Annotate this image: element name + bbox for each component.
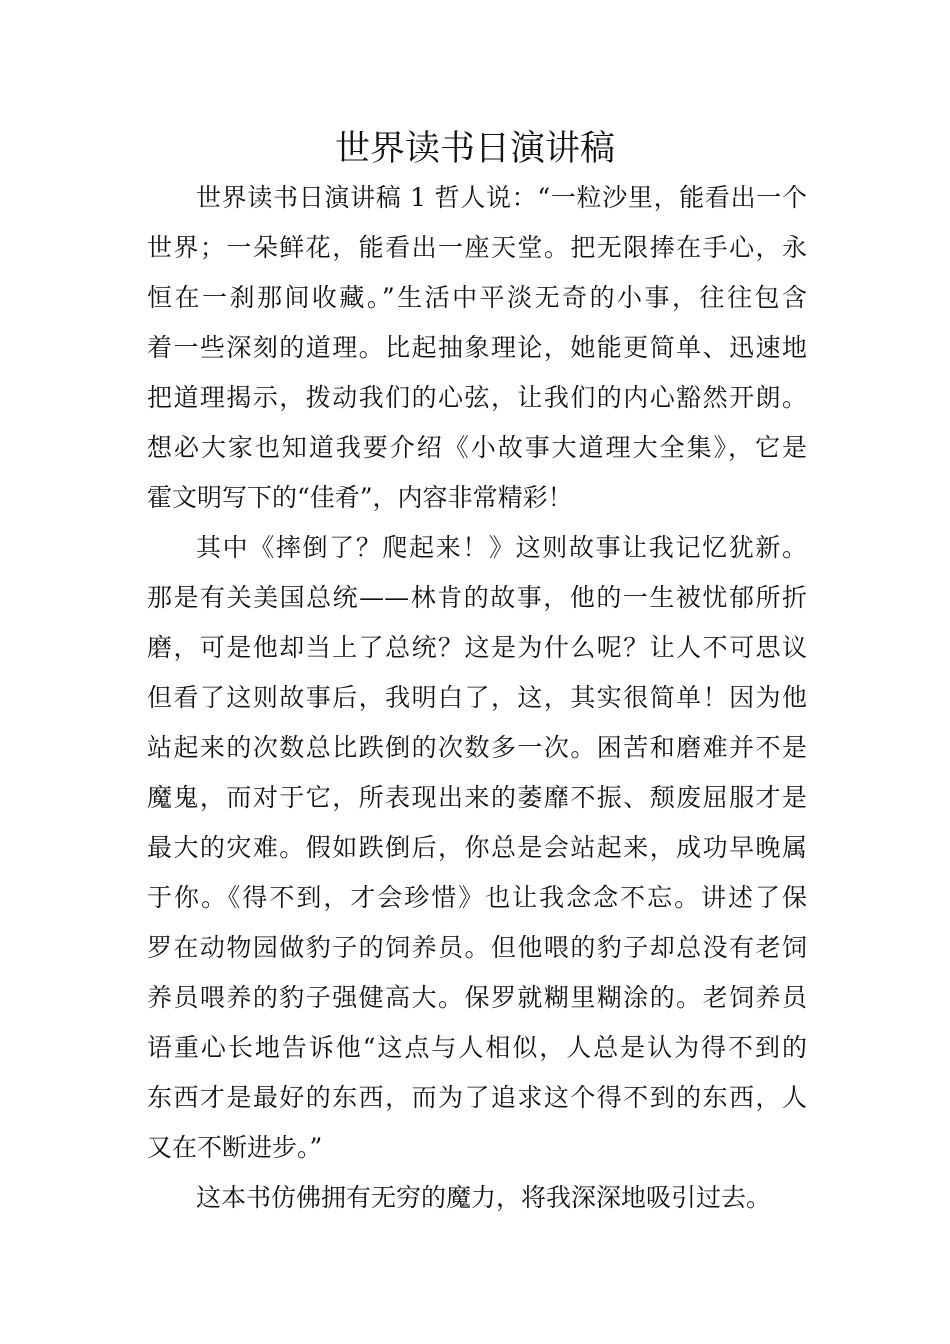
- paragraph-2-line-9: 罗在动物园做豹子的饲养员。但他喂的豹子却总没有老饲: [147, 933, 807, 962]
- paragraph-2-line-5: 站起来的次数总比跌倒的次数多一次。困苦和磨难并不是: [147, 733, 807, 762]
- paragraph-2-line-8: 于你。《得不到，才会珍惜》也让我念念不忘。讲述了保: [147, 883, 807, 912]
- paragraph-2-line-2: 那是有关美国总统——林肯的故事，他的一生被忧郁所折: [147, 583, 807, 612]
- paragraph-1-line-2: 世界；一朵鲜花，能看出一座天堂。把无限捧在手心，永: [147, 233, 807, 262]
- paragraph-1-line-5: 把道理揭示，拨动我们的心弦，让我们的内心豁然开朗。: [147, 383, 807, 412]
- paragraph-2-line-10: 养员喂养的豹子强健高大。保罗就糊里糊涂的。老饲养员: [147, 983, 807, 1012]
- paragraph-1-line-7: 霍文明写下的“佳肴”，内容非常精彩！: [147, 483, 573, 512]
- paragraph-2-line-6: 魔鬼，而对于它，所表现出来的萎靡不振、颓废屈服才是: [147, 783, 807, 812]
- paragraph-2-line-12: 东西才是最好的东西，而为了追求这个得不到的东西，人: [147, 1083, 807, 1112]
- paragraph-1-line-1: 世界读书日演讲稿 1 哲人说：“一粒沙里，能看出一个: [196, 183, 807, 212]
- paragraph-2-line-13: 又在不断进步。”: [147, 1133, 323, 1162]
- paragraph-2-line-7: 最大的灾难。假如跌倒后，你总是会站起来，成功早晚属: [147, 833, 807, 862]
- paragraph-1-line-4: 着一些深刻的道理。比起抽象理论，她能更简单、迅速地: [147, 333, 807, 362]
- paragraph-1-line-3: 恒在一刹那间收藏。”生活中平淡无奇的小事，往往包含: [147, 283, 807, 312]
- document-title: 世界读书日演讲稿: [334, 129, 615, 169]
- paragraph-3-line-1: 这本书仿佛拥有无穷的魔力，将我深深地吸引过去。: [196, 1183, 772, 1212]
- paragraph-2-line-11: 语重心长地告诉他“这点与人相似，人总是认为得不到的: [147, 1033, 807, 1062]
- paragraph-1-line-6: 想必大家也知道我要介绍《小故事大道理大全集》，它是: [147, 433, 807, 462]
- paragraph-2-line-3: 磨，可是他却当上了总统？这是为什么呢？让人不可思议: [147, 633, 807, 662]
- paragraph-2-line-4: 但看了这则故事后，我明白了，这，其实很简单！因为他: [147, 683, 807, 712]
- paragraph-2-line-1: 其中《摔倒了？爬起来！》这则故事让我记忆犹新。: [196, 533, 807, 562]
